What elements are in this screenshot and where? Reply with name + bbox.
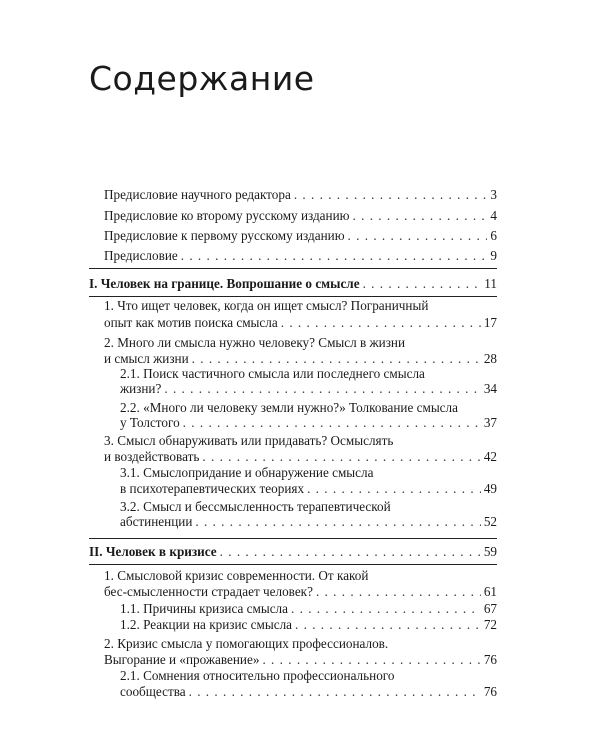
toc-entry-line1: 2.2. «Много ли человеку земли нужно?» Толкование смысла bbox=[120, 400, 458, 415]
toc-entry bbox=[120, 601, 497, 617]
toc-leader-dots bbox=[202, 449, 480, 465]
toc-page-number: 59 bbox=[483, 544, 497, 559]
toc-entry-text: I. Человек на границе. Вопрошание о смысле bbox=[89, 276, 360, 291]
toc-part-heading bbox=[89, 276, 497, 292]
toc-entry-line1: 3. Смысл обнаруживать или придавать? Осмыслять bbox=[104, 433, 394, 448]
toc-page-number: 4 bbox=[490, 208, 497, 223]
toc-entry-text: в психотерапевтических теориях bbox=[120, 481, 305, 496]
toc-entry bbox=[120, 415, 497, 431]
toc-page-number: 17 bbox=[483, 315, 497, 330]
toc-entry bbox=[104, 208, 497, 224]
toc-page-number: 11 bbox=[484, 276, 497, 291]
toc-entry-line1: 1. Смысловой кризис современности. От какой bbox=[104, 568, 369, 583]
toc-page-number: 67 bbox=[483, 601, 497, 616]
toc-entry bbox=[120, 481, 497, 497]
toc-entry-text: Выгорание и «прожавение» bbox=[104, 652, 260, 667]
section-divider bbox=[89, 564, 497, 565]
toc-page-number: 76 bbox=[483, 684, 497, 699]
toc-page-number: 76 bbox=[483, 652, 497, 667]
toc-leader-dots bbox=[183, 415, 481, 431]
toc-leader-dots bbox=[220, 544, 481, 560]
toc-page-number: 52 bbox=[483, 514, 497, 529]
toc-leader-dots bbox=[262, 652, 480, 668]
toc-entry bbox=[104, 228, 497, 244]
toc-entry bbox=[104, 351, 497, 367]
toc-entry-text: Предисловие ко второму русскому изданию bbox=[104, 208, 350, 223]
toc-part-heading bbox=[89, 544, 497, 560]
toc-leader-dots bbox=[363, 276, 482, 292]
toc-entry-line1: 2. Кризис смысла у помогающих профессионалов. bbox=[104, 636, 389, 651]
toc-entry-text: и смысл жизни bbox=[104, 351, 189, 366]
section-divider bbox=[89, 268, 497, 269]
toc-page-number: 61 bbox=[483, 584, 497, 599]
toc-entry-line1: 3.1. Смыслопридание и обнаружение смысла bbox=[120, 465, 374, 480]
toc-page-number: 37 bbox=[483, 415, 497, 430]
toc-entry-line1: 2. Много ли смысла нужно человеку? Смысл в жизни bbox=[104, 335, 406, 350]
toc-page-number: 49 bbox=[483, 481, 497, 496]
toc-page-number: 6 bbox=[490, 228, 497, 243]
toc-entry bbox=[104, 584, 497, 600]
toc-entry-line1: 2.1. Поиск частичного смысла или последнего смысла bbox=[120, 366, 425, 381]
toc-entry-text: сообщества bbox=[120, 684, 186, 699]
toc-page-number: 28 bbox=[483, 351, 497, 366]
toc-entry-text: Предисловие bbox=[104, 248, 178, 263]
toc-entry-text: у Толстого bbox=[120, 415, 180, 430]
toc-entry-text: Предисловие к первому русскому изданию bbox=[104, 228, 345, 243]
page-title: Содержание bbox=[89, 59, 315, 98]
toc-entry-text: 1.2. Реакции на кризис смысла bbox=[120, 617, 293, 632]
toc-leader-dots bbox=[195, 514, 480, 530]
toc-entry bbox=[104, 652, 497, 668]
toc-entry-text: 1.1. Причины кризиса смысла bbox=[120, 601, 288, 616]
toc-entry-text: II. Человек в кризисе bbox=[89, 544, 217, 559]
section-divider bbox=[89, 538, 497, 539]
toc-entry bbox=[120, 514, 497, 530]
toc-entry bbox=[104, 248, 497, 264]
toc-entry-text: жизни? bbox=[120, 381, 162, 396]
toc-page-number: 34 bbox=[483, 381, 497, 396]
toc-leader-dots bbox=[281, 315, 481, 331]
toc-leader-dots bbox=[316, 584, 481, 600]
toc-entry bbox=[104, 187, 497, 203]
toc-leader-dots bbox=[295, 617, 481, 633]
toc-entry-text: бес-смысленности страдает человек? bbox=[104, 584, 313, 599]
toc-entry-text: Предисловие научного редактора bbox=[104, 187, 291, 202]
toc-entry bbox=[104, 315, 497, 331]
toc-entry-text: абстиненции bbox=[120, 514, 193, 529]
toc-leader-dots bbox=[307, 481, 481, 497]
toc-page-number: 9 bbox=[490, 248, 497, 263]
toc-entry-text: опыт как мотив поиска смысла bbox=[104, 315, 278, 330]
toc-entry-line1: 2.1. Сомнения относительно профессионального bbox=[120, 668, 395, 683]
toc-leader-dots bbox=[353, 208, 488, 224]
toc-leader-dots bbox=[164, 381, 480, 397]
toc-leader-dots bbox=[348, 228, 488, 244]
toc-entry bbox=[120, 381, 497, 397]
section-divider bbox=[89, 296, 497, 297]
toc-entry bbox=[104, 449, 497, 465]
toc-leader-dots bbox=[192, 351, 481, 367]
toc-entry-line1: 3.2. Смысл и бессмысленность терапевтической bbox=[120, 499, 391, 514]
toc-page-number: 72 bbox=[483, 617, 497, 632]
toc-page-number: 3 bbox=[490, 187, 497, 202]
toc-entry-text: и воздействовать bbox=[104, 449, 200, 464]
toc-entry bbox=[120, 684, 497, 700]
toc-page-number: 42 bbox=[483, 449, 497, 464]
toc-leader-dots bbox=[294, 187, 488, 203]
toc-leader-dots bbox=[189, 684, 481, 700]
toc-entry bbox=[120, 617, 497, 633]
toc-entry-line1: 1. Что ищет человек, когда он ищет смысл? Пограничный bbox=[104, 298, 429, 313]
toc-leader-dots bbox=[291, 601, 481, 617]
toc-leader-dots bbox=[181, 248, 488, 264]
